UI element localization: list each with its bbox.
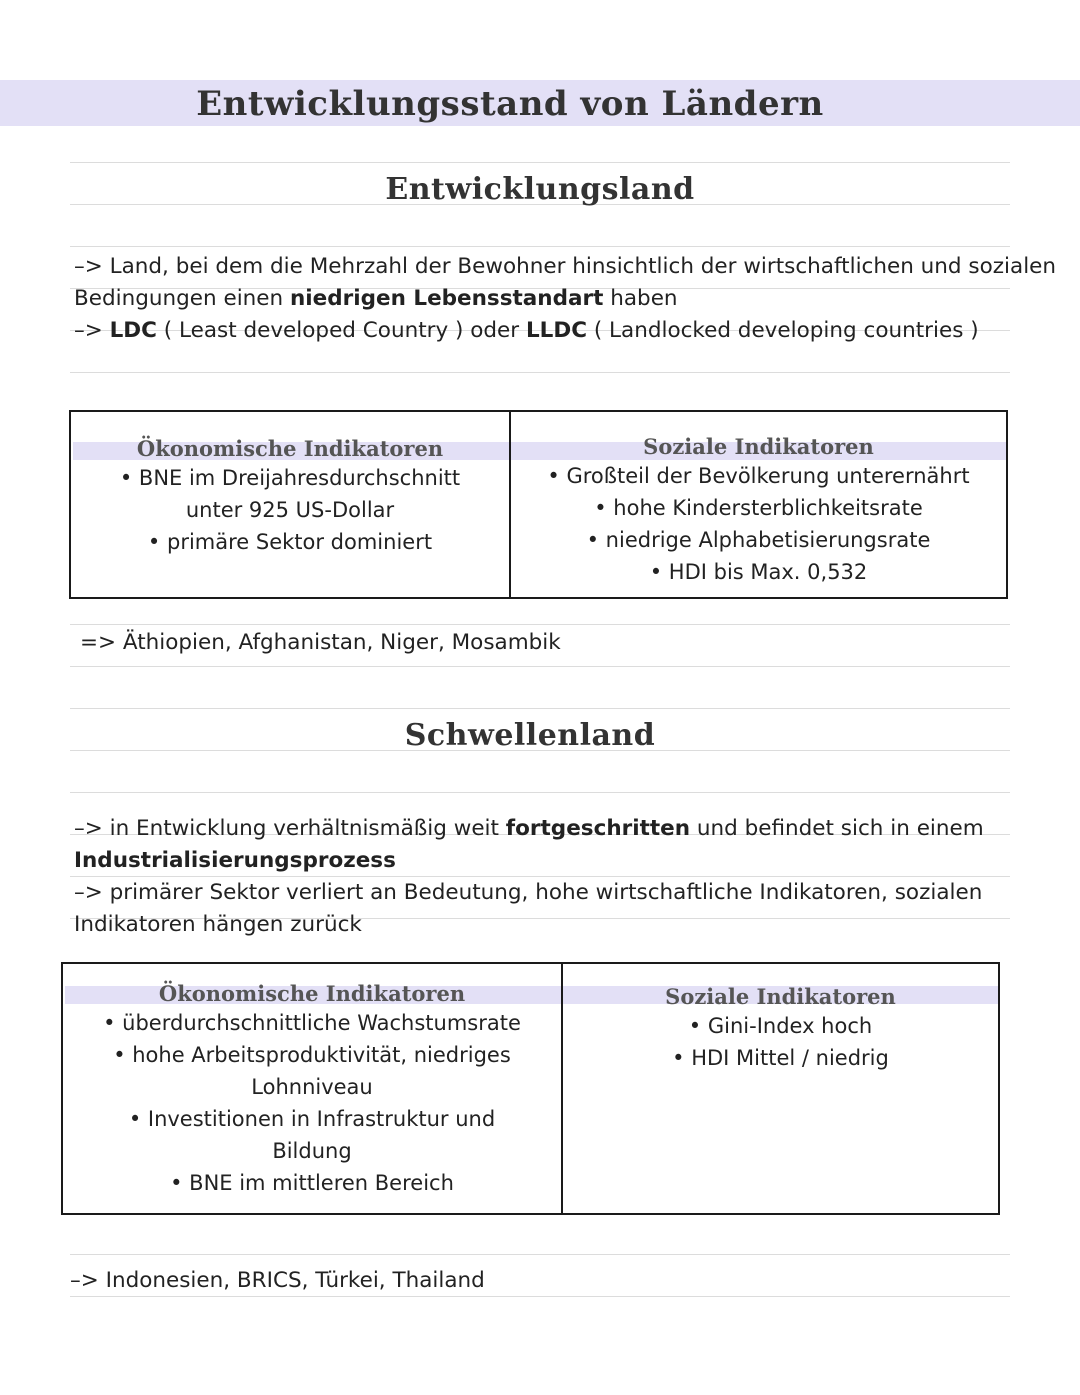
- ruling-line: [70, 372, 1010, 373]
- section-heading-schwellenland: Schwellenland: [404, 718, 656, 753]
- indicator-item: • Investitionen in Infrastruktur und: [128, 1107, 496, 1131]
- column-header-economic: Ökonomische Indikatoren: [136, 436, 444, 461]
- indicator-item: • primäre Sektor dominiert: [147, 530, 433, 554]
- definition-line-1: –> Land, bei dem die Mehrzahl der Bewohner hinsichtlich der wirtschaftlichen und sozialen: [74, 254, 1057, 279]
- ruling-line: [70, 162, 1010, 163]
- ruling-line: [70, 666, 1010, 667]
- indicator-item: • Gini-Index hoch: [688, 1014, 873, 1038]
- social-indicators-column: [511, 412, 1006, 588]
- indicator-table-entwicklungsland: [69, 410, 1008, 599]
- indicator-item: • hohe Arbeitsproduktivität, niedriges: [113, 1043, 511, 1067]
- indicator-item: • BNE im mittleren Bereich: [170, 1171, 454, 1195]
- examples-entwicklungsland: => Äthiopien, Afghanistan, Niger, Mosambik: [80, 630, 561, 655]
- ruling-line: [70, 708, 1010, 709]
- indicator-item: • niedrige Alphabetisierungsrate: [586, 528, 931, 552]
- economic-indicators-column: [63, 964, 561, 1199]
- definition-line-3: –> LDC ( Least developed Country ) oder LLDC ( Landlocked developing countries ): [74, 318, 979, 343]
- indicator-item: • Großteil der Bevölkerung unterernährt: [547, 464, 970, 488]
- section-heading-entwicklungsland: Entwicklungsland: [385, 172, 695, 207]
- column-header-social: Soziale Indikatoren: [643, 434, 874, 459]
- ruling-line: [70, 1254, 1010, 1255]
- ruling-line: [70, 624, 1010, 625]
- indicator-item: Bildung: [272, 1139, 352, 1163]
- column-header-economic: Ökonomische Indikatoren: [158, 981, 466, 1006]
- economic-indicators-column: [71, 412, 509, 558]
- definition-line-1: –> in Entwicklung verhältnismäßig weit fortgeschritten und befindet sich in einem: [74, 816, 984, 841]
- examples-schwellenland: –> Indonesien, BRICS, Türkei, Thailand: [70, 1268, 485, 1293]
- indicator-item: • überdurchschnittliche Wachstumsrate: [103, 1011, 521, 1035]
- indicator-item: • HDI bis Max. 0,532: [649, 560, 868, 584]
- definition-line-2: Industrialisierungsprozess: [74, 848, 396, 873]
- indicator-item: • BNE im Dreijahresdurchschnitt: [119, 466, 461, 490]
- social-indicators-column: [563, 964, 998, 1074]
- definition-line-2: Bedingungen einen niedrigen Lebensstandart haben: [74, 286, 678, 311]
- indicator-item: • HDI Mittel / niedrig: [672, 1046, 889, 1070]
- ruling-line: [70, 246, 1010, 247]
- definition-line-4: Indikatoren hängen zurück: [74, 912, 362, 937]
- page-title: Entwicklungsstand von Ländern: [196, 84, 824, 124]
- definition-line-3: –> primärer Sektor verliert an Bedeutung, hohe wirtschaftliche Indikatoren, sozialen: [74, 880, 983, 905]
- indicator-item: • hohe Kindersterblichkeitsrate: [594, 496, 923, 520]
- column-header-social: Soziale Indikatoren: [665, 984, 896, 1009]
- ruling-line: [70, 792, 1010, 793]
- indicator-table-schwellenland: [61, 962, 1000, 1215]
- indicator-item: Lohnniveau: [251, 1075, 373, 1099]
- indicator-item: unter 925 US-Dollar: [185, 498, 395, 522]
